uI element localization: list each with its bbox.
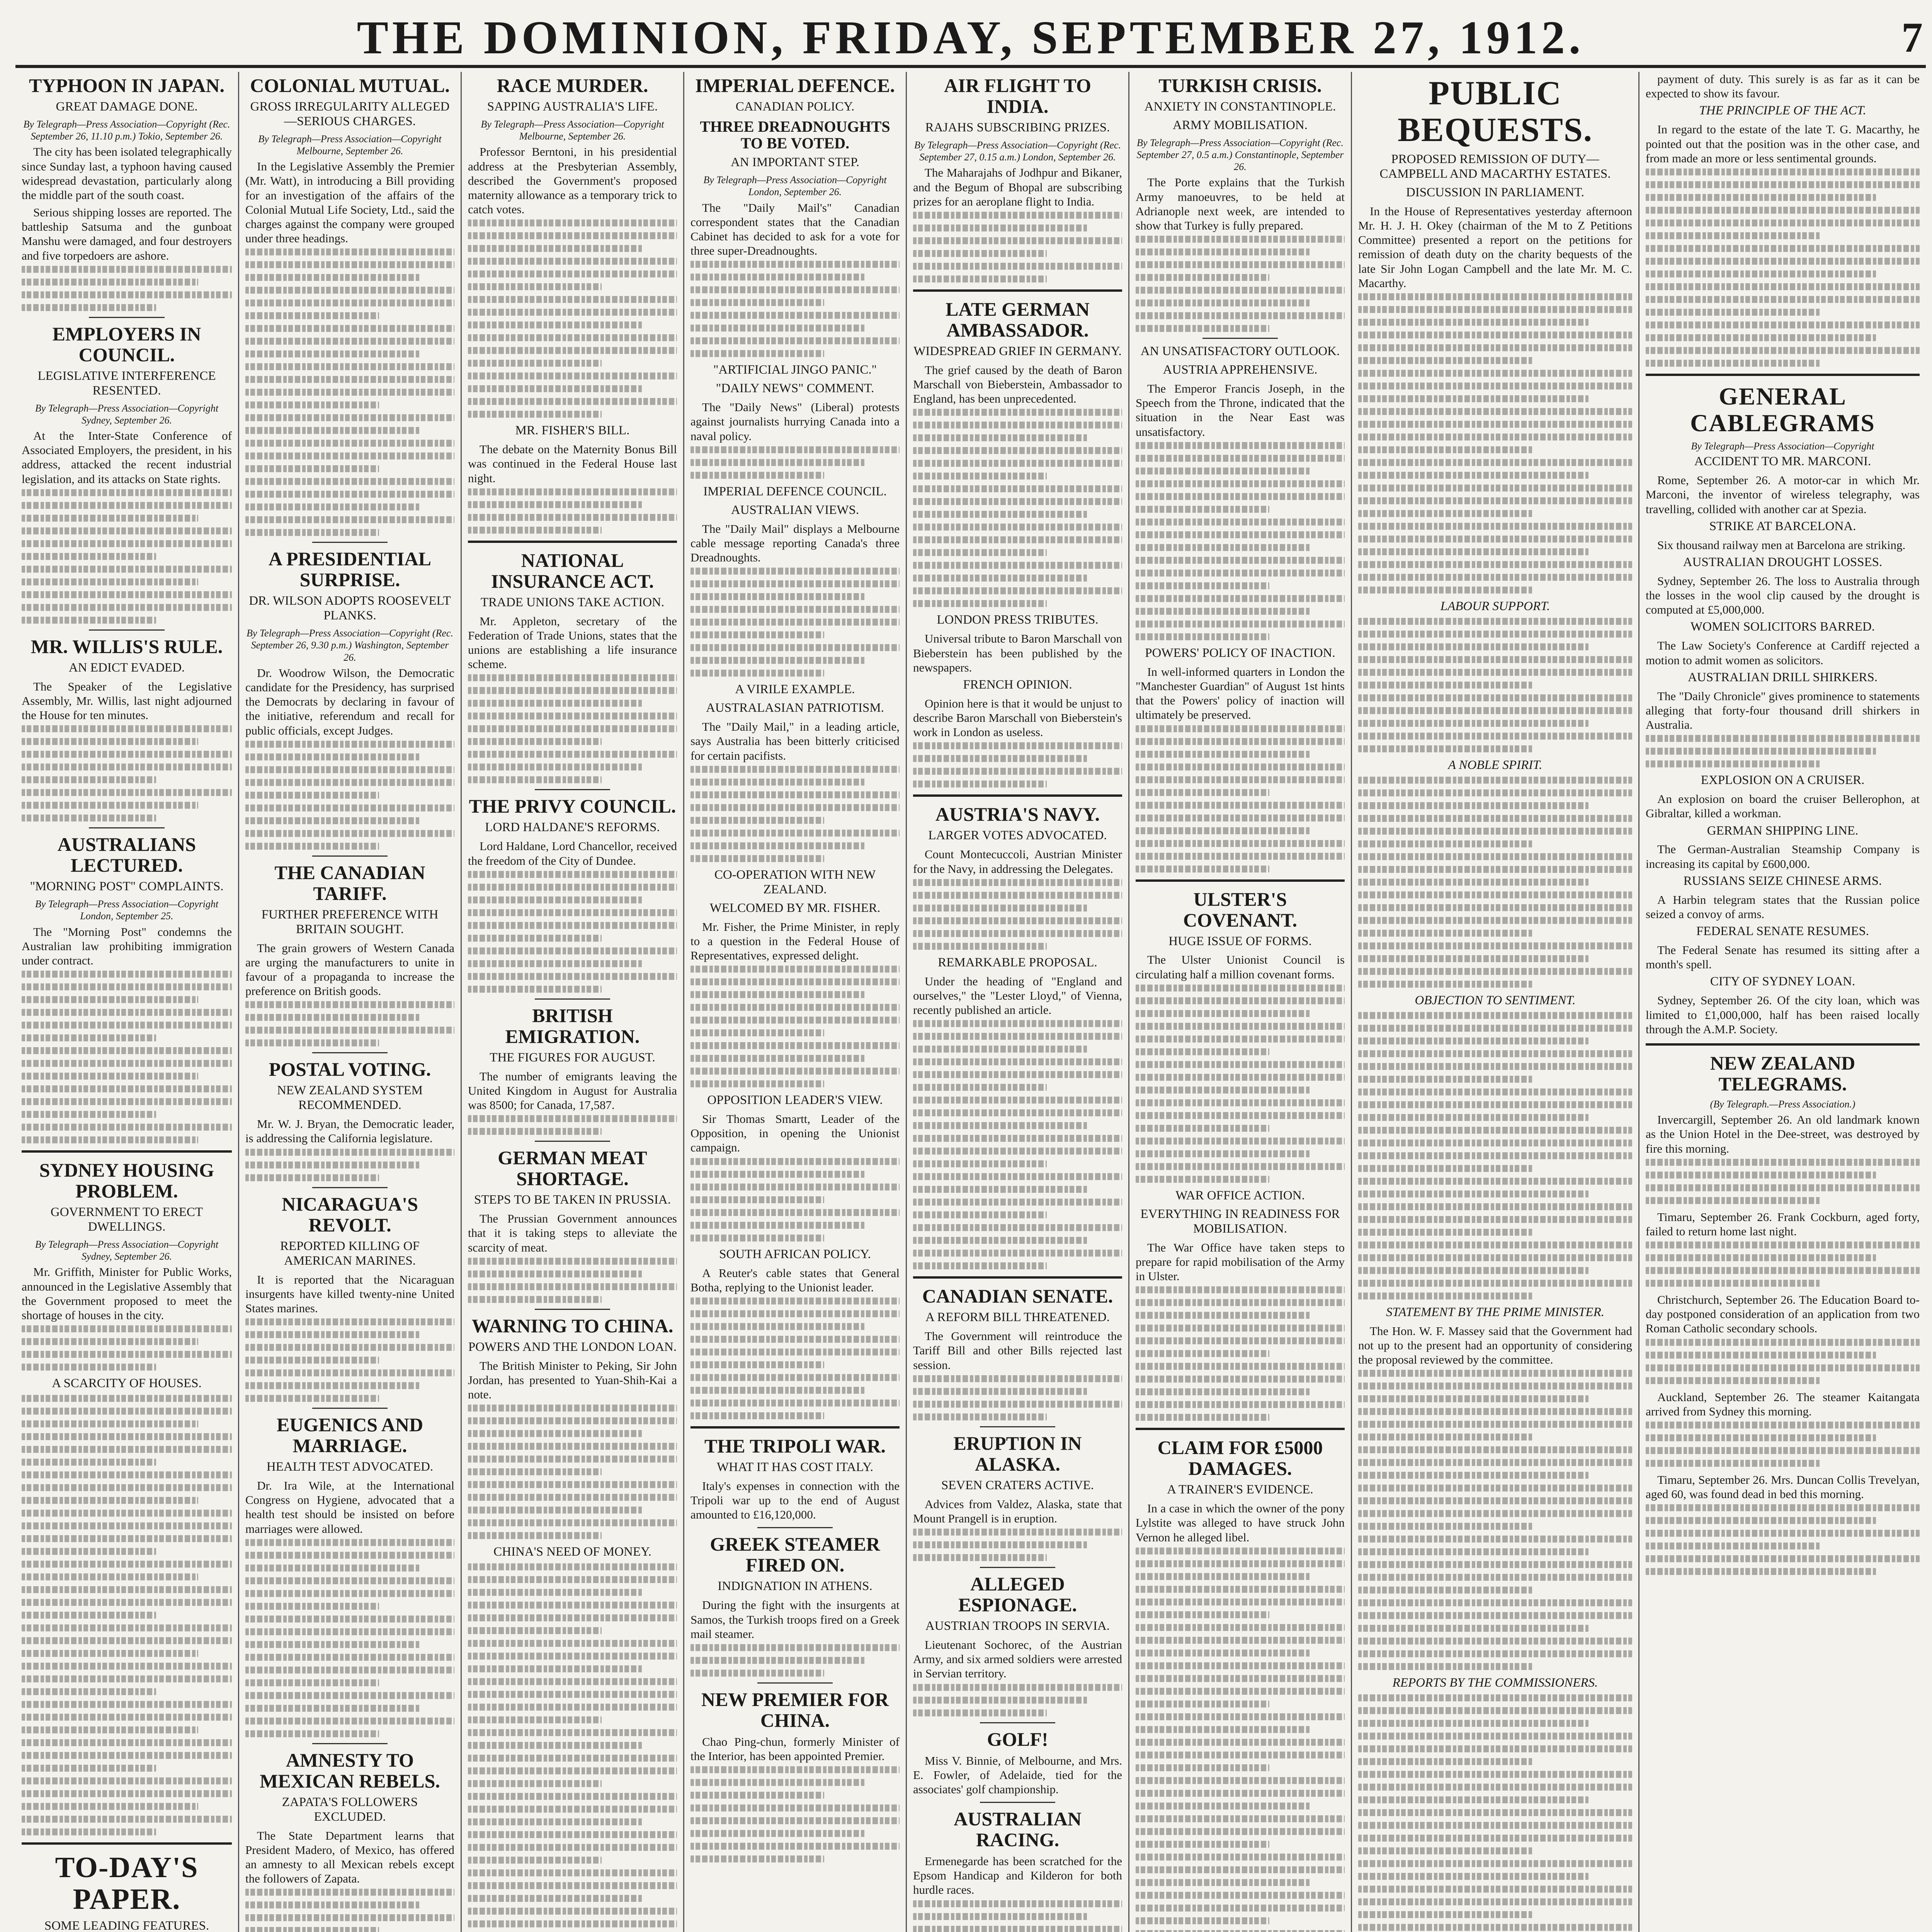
article-text: In the House of Representatives yesterday afternoon Mr. H. J. H. Okey (chairman of the M to Z Petitions Committee) presented a report on the petitions for remission of death duty on the charity bequests of the late Sir John Logan Campbell and the late Mr. M. C. Macarthy. bbox=[1358, 204, 1632, 290]
headline-eugenics: EUGENICS AND MARRIAGE. bbox=[276, 1414, 423, 1457]
subhead: AUSTRALIAN DRILL SHIRKERS. bbox=[1687, 670, 1878, 684]
subhead: DISCUSSION IN PARLIAMENT. bbox=[1406, 185, 1585, 199]
column-7 bbox=[1351, 72, 1638, 1932]
headline-turkish-crisis: TURKISH CRISIS. bbox=[1158, 75, 1322, 96]
subhead: GERMAN SHIPPING LINE. bbox=[1707, 823, 1859, 838]
article-text: The "Morning Post" condemns the Australian law prohibiting immigration under contract. bbox=[22, 925, 232, 967]
section-label: REPORTS BY THE COMMISSIONERS. bbox=[1392, 1676, 1598, 1690]
article-text: The "Daily Chronicle" gives prominence to statements alleging that forty-four thousand drill shirkers in Australia. bbox=[1646, 689, 1920, 732]
dateline: (By Telegraph.—Press Association.) bbox=[1710, 1098, 1855, 1110]
article-text: Sydney, September 26. The loss to Australia through the losses in the wool clip caused by the drought is computed at £5,000,000. bbox=[1646, 574, 1920, 617]
article-text: A Harbin telegram states that the Russian police seized a convoy of arms. bbox=[1646, 893, 1920, 921]
article-text: Mr. Appleton, secretary of the Federation of Trade Unions, states that the unions are establishing a life insurance scheme. bbox=[468, 614, 677, 671]
masthead bbox=[15, 7, 1926, 68]
article-text: The Federal Senate has resumed its sitting after a month's spell. bbox=[1646, 943, 1920, 971]
headline-new-premier-china: NEW PREMIER FOR CHINA. bbox=[701, 1688, 889, 1731]
article-text: The Ulster Unionist Council is circulating half a million covenant forms. bbox=[1136, 953, 1345, 981]
article-text: The "Daily News" (Liberal) protests against journalists hurrying Canada into a naval policy. bbox=[690, 400, 900, 443]
headline-german-ambassador: LATE GERMAN AMBASSADOR. bbox=[946, 298, 1090, 341]
page-number: 7 bbox=[1901, 14, 1923, 61]
headline-canadian-senate: CANADIAN SENATE. bbox=[922, 1285, 1113, 1307]
article-text: Mr. Griffith, Minister for Public Works, announced in the Legislative Assembly that the Government proposed to meet the shortage of houses in the city. bbox=[22, 1265, 232, 1322]
headline-eruption-alaska: ERUPTION IN ALASKA. bbox=[953, 1432, 1082, 1475]
article-text: Timaru, September 26. Mrs. Duncan Collis Trevelyan, aged 60, was found dead in bed this morning. bbox=[1646, 1473, 1920, 1501]
article-text: A Reuter's cable states that General Botha, replying to the Unionist leader. bbox=[690, 1266, 900, 1294]
article-text: The Law Society's Conference at Cardiff rejected a motion to admit women as solicitors. bbox=[1646, 639, 1920, 667]
subhead: AN EDICT EVADED. bbox=[68, 660, 185, 675]
dateline: By Telegraph—Press Association—Copyright (Rec. September 26, 11.10 p.m.) Tokio, September 26. bbox=[23, 118, 230, 142]
subhead: GROSS IRREGULARITY ALLEGED—SERIOUS CHARGES. bbox=[250, 100, 450, 128]
article-text: Lieutenant Sochorec, of the Austrian Army, and six armed soldiers were arrested in Servian territory. bbox=[913, 1638, 1122, 1680]
article-text: Professor Berntoni, in his presidential address at the Presbyterian Assembly, described the Government's proposed maternity allowance as a temporary trick to catch votes. bbox=[468, 145, 677, 216]
subhead: NEW ZEALAND SYSTEM RECOMMENDED. bbox=[277, 1083, 423, 1112]
subhead: AUSTRIA APPREHENSIVE. bbox=[1163, 363, 1318, 377]
subhead: LEGISLATIVE INTERFERENCE RESENTED. bbox=[37, 369, 216, 398]
article-text: The Government will reintroduce the Tariff Bill and other Bills rejected last session. bbox=[913, 1329, 1122, 1372]
dateline: By Telegraph—Press Association—Copyright Sydney, September 26. bbox=[35, 402, 219, 426]
article-text: The number of emigrants leaving the United Kingdom in August for Australia was 8500; for Canada, 17,587. bbox=[468, 1069, 677, 1112]
dateline: By Telegraph—Press Association—Copyright (Rec. September 27, 0.5 a.m.) Constantinople, September 26. bbox=[1136, 137, 1344, 173]
article-text: Under the heading of "England and ourselves," the "Lester Lloyd," of Vienna, recently published an article. bbox=[913, 974, 1122, 1017]
subhead-typhoon: GREAT DAMAGE DONE. bbox=[56, 100, 198, 114]
headline-public-bequests: PUBLIC BEQUESTS. bbox=[1398, 75, 1593, 149]
headline-general-cablegrams: GENERAL CABLEGRAMS bbox=[1690, 382, 1875, 437]
article-text: In the Legislative Assembly the Premier (Mr. Watt), in introducing a Bill providing for an investigation of the affairs of the Colonial Mutual Life Society, Ltd., said the charges against the company were grouped under three headings. bbox=[245, 160, 454, 245]
subhead: POWERS AND THE LONDON LOAN. bbox=[468, 1340, 677, 1354]
subhead: WELCOMED BY MR. FISHER. bbox=[709, 901, 881, 915]
subhead: AN UNSATISFACTORY OUTLOOK. bbox=[1140, 344, 1340, 359]
article-text: An explosion on board the cruiser Bellerophon, at Gibraltar, killed a workman. bbox=[1646, 792, 1920, 820]
subhead: AN IMPORTANT STEP. bbox=[730, 155, 860, 170]
headline-ulster-covenant: ULSTER'S COVENANT. bbox=[1183, 888, 1297, 931]
headline-presidential: A PRESIDENTIAL SURPRISE. bbox=[269, 548, 431, 591]
column-1 bbox=[15, 72, 238, 1932]
article-text: The "Daily Mail," in a leading article, says Australia has been bitterly criticised for certain pacifists. bbox=[690, 720, 900, 762]
column-4 bbox=[683, 72, 906, 1932]
section-label: THE PRINCIPLE OF THE ACT. bbox=[1699, 104, 1866, 118]
subhead: RAJAHS SUBSCRIBING PRIZES. bbox=[925, 121, 1110, 134]
subhead: AUSTRALIAN DROUGHT LOSSES. bbox=[1683, 555, 1883, 569]
subhead: A TRAINER'S EVIDENCE. bbox=[1167, 1483, 1313, 1497]
section-label: LABOUR SUPPORT. bbox=[1440, 599, 1550, 613]
article-text: The State Department learns that President Madero, of Mexico, has offered an amnesty to all Mexican rebels except the followers of Zapata. bbox=[245, 1828, 454, 1886]
dateline: By Telegraph—Press Association—Copyright (Rec. September 27, 0.15 a.m.) London, September 26. bbox=[914, 139, 1121, 163]
subhead: ACCIDENT TO MR. MARCONI. bbox=[1694, 454, 1871, 469]
subhead: STRIKE AT BARCELONA. bbox=[1709, 519, 1856, 533]
headline-typhoon: TYPHOON IN JAPAN. bbox=[29, 75, 224, 96]
article-text: Advices from Valdez, Alaska, state that Mount Prangell is in eruption. bbox=[913, 1497, 1122, 1525]
subhead: POWERS' POLICY OF INACTION. bbox=[1145, 646, 1335, 660]
headline-willis: MR. WILLIS'S RULE. bbox=[31, 635, 223, 657]
article-text: The Emperor Francis Joseph, in the Speech from the Throne, indicated that the situation in the Near East was unsatisfactory. bbox=[1136, 382, 1345, 439]
dateline: By Telegraph—Press Association—Copyright Melbourne, September 26. bbox=[481, 118, 664, 142]
section-label: STATEMENT BY THE PRIME MINISTER. bbox=[1386, 1305, 1604, 1319]
headline-golf: GOLF! bbox=[987, 1728, 1048, 1750]
subhead: CO-OPERATION WITH NEW ZEALAND. bbox=[714, 867, 876, 896]
article-text: Sydney, September 26. Of the city loan, which was limited to £1,000,000, half has been raised locally through the A.M.P. Society. bbox=[1646, 993, 1920, 1036]
article-text: The German-Australian Steamship Company is increasing its capital by £600,000. bbox=[1646, 842, 1920, 871]
subhead: "ARTIFICIAL JINGO PANIC." bbox=[713, 363, 877, 377]
headline-colonial-mutual: COLONIAL MUTUAL. bbox=[250, 75, 450, 96]
headline-imperial-defence: IMPERIAL DEFENCE. bbox=[695, 75, 895, 96]
subhead: FRENCH OPINION. bbox=[963, 677, 1072, 692]
subhead: HUGE ISSUE OF FORMS. bbox=[1168, 934, 1312, 948]
article-text: Christchurch, September 26. The Education Board to-day postponed consideration of an application from two Roman Catholic secondary schools. bbox=[1646, 1293, 1920, 1335]
subhead: THE FIGURES FOR AUGUST. bbox=[490, 1050, 655, 1065]
headline-espionage: ALLEGED ESPIONAGE. bbox=[958, 1573, 1077, 1616]
subhead: DR. WILSON ADOPTS ROOSEVELT PLANKS. bbox=[249, 594, 451, 623]
column-5 bbox=[906, 72, 1128, 1932]
article-text: The grief caused by the death of Baron Marschall von Bieberstein, Ambassador to England, has been unprecedented. bbox=[913, 363, 1122, 406]
article-text: Mr. Fisher, the Prime Minister, in reply to a question in the Federal House of Representatives, expressed delight. bbox=[690, 920, 900, 962]
article-text: Count Montecuccoli, Austrian Minister for the Navy, in addressing the Delegates. bbox=[913, 847, 1122, 876]
article-text: The War Office have taken steps to prepare for rapid mobilisation of the Army in Ulster. bbox=[1136, 1240, 1345, 1283]
headline-austrias-navy: AUSTRIA'S NAVY. bbox=[935, 803, 1100, 825]
article-text: The "Daily Mail" displays a Melbourne cable message reporting Canada's three Dreadnoughts. bbox=[690, 522, 900, 565]
subhead: SOME LEADING FEATURES. bbox=[44, 1919, 209, 1932]
article-text: Rome, September 26. A motor-car in which Mr. Marconi, the inventor of wireless telegraphy, was travelling, collided with another car at Spezia. bbox=[1646, 473, 1920, 516]
article-text: The Speaker of the Legislative Assembly, Mr. Willis, last night adjourned the House for ten minutes. bbox=[22, 679, 232, 722]
subhead: AUSTRALASIAN PATRIOTISM. bbox=[706, 701, 884, 715]
headline-employers: EMPLOYERS IN COUNCIL. bbox=[52, 323, 201, 366]
subhead: STEPS TO BE TAKEN IN PRUSSIA. bbox=[474, 1193, 671, 1207]
subhead: ZAPATA'S FOLLOWERS EXCLUDED. bbox=[282, 1795, 418, 1824]
article-text: The Prussian Government announces that it is taking steps to alleviate the scarcity of meat. bbox=[468, 1212, 677, 1254]
subhead: WIDESPREAD GRIEF IN GERMANY. bbox=[913, 344, 1122, 358]
article-text: Sir Thomas Smartt, Leader of the Opposition, in opening the Unionist campaign. bbox=[690, 1112, 900, 1155]
subhead: AUSTRALIAN VIEWS. bbox=[731, 503, 859, 517]
article-text: Ermenegarde has been scratched for the Epsom Handicap and Kilderon for both hurdle races. bbox=[913, 1854, 1122, 1897]
article-text: Lord Haldane, Lord Chancellor, received the freedom of the City of Dundee. bbox=[468, 839, 677, 867]
headline-postal-voting: POSTAL VOTING. bbox=[269, 1058, 431, 1080]
subhead: CHINA'S NEED OF MONEY. bbox=[493, 1545, 651, 1559]
dateline: By Telegraph—Press Association—Copyright bbox=[1691, 440, 1874, 452]
subhead: EXPLOSION ON A CRUISER. bbox=[1701, 773, 1865, 787]
article-text: In well-informed quarters in London the "Manchester Guardian" of August 1st hints that the Powers' policy of inaction will ultimately be preserved. bbox=[1136, 665, 1345, 722]
subhead: LARGER VOTES ADVOCATED. bbox=[928, 828, 1107, 843]
column-3 bbox=[461, 72, 683, 1932]
article-text: Universal tribute to Baron Marschall von Bieberstein has been published by the newspapers. bbox=[913, 632, 1122, 674]
headline-tripoli: THE TRIPOLI WAR. bbox=[704, 1435, 886, 1457]
subhead: REPORTED KILLING OF AMERICAN MARINES. bbox=[280, 1239, 420, 1268]
subhead: LONDON PRESS TRIBUTES. bbox=[937, 613, 1099, 627]
headline-nicaragua: NICARAGUA'S REVOLT. bbox=[282, 1193, 418, 1236]
subhead: WHAT IT HAS COST ITALY. bbox=[716, 1460, 874, 1474]
article-text: The Maharajahs of Jodhpur and Bikaner, and the Begum of Bhopal are subscribing prizes for an aeroplane flight to India. bbox=[913, 166, 1122, 208]
headline-australian-racing: AUSTRALIAN RACING. bbox=[954, 1808, 1082, 1851]
article-text: The "Daily Mail's" Canadian correspondent states that the Canadian Cabinet has decided to ask for a vote for three super-Dreadnoughts. bbox=[690, 201, 900, 258]
subhead: HEALTH TEST ADVOCATED. bbox=[266, 1460, 434, 1474]
article-text: Mr. W. J. Bryan, the Democratic leader, is addressing the California legislature. bbox=[245, 1117, 454, 1145]
headline-todays-paper: TO-DAY'S PAPER. bbox=[55, 1851, 199, 1916]
subhead: IMPERIAL DEFENCE COUNCIL. bbox=[703, 484, 887, 498]
subhead: MR. FISHER'S BILL. bbox=[515, 423, 630, 438]
headline-warning-china: WARNING TO CHINA. bbox=[471, 1315, 673, 1337]
article-text: The grain growers of Western Canada are urging the manufacturers to unite in favour of a propaganda to increase the preference on British goods. bbox=[245, 941, 454, 998]
article-text: At the Inter-State Conference of Associated Employers, the president, in his address, attacked the recent industrial legislation, and its attacks on State rights. bbox=[22, 429, 232, 486]
subhead: PROPOSED REMISSION OF DUTY—CAMPBELL AND MACARTHY ESTATES. bbox=[1379, 152, 1611, 181]
subhead: WOMEN SOLICITORS BARRED. bbox=[1690, 620, 1875, 634]
subhead: LORD HALDANE'S REFORMS. bbox=[485, 820, 660, 835]
subhead-dreadnoughts: THREE DREADNOUGHTS TO BE VOTED. bbox=[700, 117, 890, 152]
subhead: INDIGNATION IN ATHENS. bbox=[718, 1579, 872, 1594]
subhead: A SCARCITY OF HOUSES. bbox=[52, 1376, 202, 1391]
subhead: REMARKABLE PROPOSAL. bbox=[938, 955, 1097, 969]
headline-australians: AUSTRALIANS LECTURED. bbox=[57, 833, 196, 876]
subhead: "MORNING POST" COMPLAINTS. bbox=[30, 879, 224, 894]
subhead: "DAILY NEWS" COMMENT. bbox=[716, 381, 874, 396]
article-text: The Porte explains that the Turkish Army manoeuvres, to be held at Adrianople next week, are intended to show that Turkey is fully prepared. bbox=[1136, 175, 1345, 232]
headline-race-murder: RACE MURDER. bbox=[497, 75, 648, 96]
subhead: AUSTRIAN TROOPS IN SERVIA. bbox=[925, 1619, 1110, 1633]
article-text: During the fight with the insurgents at Samos, the Turkish troops fired on a Greek mail steamer. bbox=[690, 1598, 900, 1641]
column-8 bbox=[1638, 72, 1926, 1932]
article-text: It is reported that the Nicaraguan insurgents have killed twenty-nine United States marines. bbox=[245, 1272, 454, 1315]
headline-privy-council: THE PRIVY COUNCIL. bbox=[469, 795, 676, 817]
subhead: FEDERAL SENATE RESUMES. bbox=[1696, 924, 1869, 939]
article-text: Chao Ping-chun, formerly Minister of the Interior, has been appointed Premier. bbox=[690, 1735, 900, 1763]
subhead: A VIRILE EXAMPLE. bbox=[735, 682, 855, 697]
article-text: The Hon. W. F. Massey said that the Government had not up to the present had an opportunity of considering the proposal reviewed by the committee. bbox=[1358, 1324, 1632, 1367]
article-text: In a case in which the owner of the pony Lylstite was alleged to have struck John Vernon he alleged libel. bbox=[1136, 1502, 1345, 1544]
article-text: Italy's expenses in connection with the Tripoli war up to the end of August amounted to £16,120,000. bbox=[690, 1479, 900, 1522]
column-2 bbox=[238, 72, 461, 1932]
article-text: Dr. Ira Wile, at the International Congress on Hygiene, advocated that a health test should be insisted on before marriages were allowed. bbox=[245, 1479, 454, 1536]
newspaper-title: THE DOMINION, FRIDAY, SEPTEMBER 27, 1912. bbox=[357, 12, 1585, 64]
headline-british-emigration: BRITISH EMIGRATION. bbox=[505, 1004, 640, 1047]
subhead: FURTHER PREFERENCE WITH BRITAIN SOUGHT. bbox=[261, 907, 439, 936]
article-text: Timaru, September 26. Frank Cockburn, aged forty, failed to return home last night. bbox=[1646, 1210, 1920, 1238]
dateline: By Telegraph—Press Association—Copyright London, September 25. bbox=[35, 898, 219, 922]
section-label: OBJECTION TO SENTIMENT. bbox=[1415, 993, 1576, 1007]
article-text: payment of duty. This surely is as far as it can be expected to show its favour. bbox=[1646, 72, 1920, 100]
subhead: WAR OFFICE ACTION. bbox=[1175, 1188, 1305, 1202]
subhead: EVERYTHING IN READINESS FOR MOBILISATION. bbox=[1140, 1207, 1340, 1236]
subhead: SEVEN CRATERS ACTIVE. bbox=[941, 1478, 1094, 1492]
subhead: TRADE UNIONS TAKE ACTION. bbox=[480, 595, 665, 609]
article-text: The British Minister to Peking, Sir John Jordan, has presented to Yuan-Shih-Kai a note. bbox=[468, 1359, 677, 1401]
headline-sydney-housing: SYDNEY HOUSING PROBLEM. bbox=[39, 1159, 214, 1202]
subhead: GOVERNMENT TO ERECT DWELLINGS. bbox=[50, 1205, 203, 1234]
subhead: CITY OF SYDNEY LOAN. bbox=[1710, 975, 1855, 989]
subhead: SAPPING AUSTRALIA'S LIFE. bbox=[487, 100, 658, 114]
headline-air-flight: AIR FLIGHT TO INDIA. bbox=[944, 75, 1091, 117]
article-text: Dr. Woodrow Wilson, the Democratic candidate for the Presidency, has surprised the Democrats by declaring in favour of the initiative, referendum and recall for public officials, except Judges. bbox=[245, 666, 454, 737]
headline-amnesty: AMNESTY TO MEXICAN REBELS. bbox=[260, 1749, 440, 1792]
subhead: OPPOSITION LEADER'S VIEW. bbox=[707, 1093, 883, 1107]
article-text: Six thousand railway men at Barcelona are striking. bbox=[1657, 538, 1906, 552]
article-text: The city has been isolated telegraphically since Sunday last, a typhoon having caused widespread devastation, particularly along the middle part of the south coast. bbox=[22, 145, 232, 202]
article-text: The debate on the Maternity Bonus Bill was continued in the Federal House last night. bbox=[468, 442, 677, 485]
article-text: Serious shipping losses are reported. The battleship Satsuma and the gunboat Manshu were damaged, and four destroyers and five torpedoers are ashore. bbox=[22, 206, 232, 262]
article-text: In regard to the estate of the late T. G. Macarthy, he pointed out that the position was in the other case, and from made an more or less sentimental grounds. bbox=[1646, 122, 1920, 165]
column-6 bbox=[1128, 72, 1351, 1932]
dateline: By Telegraph—Press Association—Copyright Melbourne, September 26. bbox=[258, 133, 442, 157]
dateline: By Telegraph—Press Association—Copyright Sydney, September 26. bbox=[35, 1239, 219, 1262]
headline-nz-telegrams: NEW ZEALAND TELEGRAMS. bbox=[1710, 1052, 1855, 1095]
headline-greek-steamer: GREEK STEAMER FIRED ON. bbox=[710, 1533, 880, 1576]
headline-claim-damages: CLAIM FOR £5000 DAMAGES. bbox=[1157, 1437, 1323, 1480]
subhead: SOUTH AFRICAN POLICY. bbox=[719, 1247, 871, 1261]
subhead: A REFORM BILL THREATENED. bbox=[925, 1310, 1110, 1325]
article-text: Auckland, September 26. The steamer Kaitangata arrived from Sydney this morning. bbox=[1646, 1390, 1920, 1418]
article-text: Invercargill, September 26. An old landmark known as the Union Hotel in the Dee-street, was destroyed by fire this morning. bbox=[1646, 1113, 1920, 1155]
subhead: CANADIAN POLICY. bbox=[735, 100, 855, 114]
dateline: By Telegraph—Press Association—Copyright (Rec. September 26, 9.30 p.m.) Washington, September 26. bbox=[247, 628, 453, 663]
subhead: ARMY MOBILISATION. bbox=[1173, 118, 1308, 132]
headline-canadian-tariff: THE CANADIAN TARIFF. bbox=[274, 861, 425, 904]
subhead: RUSSIANS SEIZE CHINESE ARMS. bbox=[1683, 874, 1882, 888]
article-text: Miss V. Binnie, of Melbourne, and Mrs. E. Fowler, of Adelaide, tied for the associates' golf championship. bbox=[913, 1753, 1122, 1796]
dateline: By Telegraph—Press Association—Copyright London, September 26. bbox=[703, 174, 887, 198]
headline-german-meat: GERMAN MEAT SHORTAGE. bbox=[498, 1147, 647, 1190]
headline-national-insurance: NATIONAL INSURANCE ACT. bbox=[491, 549, 654, 592]
subhead: ANXIETY IN CONSTANTINOPLE. bbox=[1144, 100, 1336, 114]
article-text: Opinion here is that it would be unjust to describe Baron Marschall von Bieberstein's work in London as useless. bbox=[913, 696, 1122, 739]
section-label: A NOBLE SPIRIT. bbox=[1448, 758, 1543, 772]
